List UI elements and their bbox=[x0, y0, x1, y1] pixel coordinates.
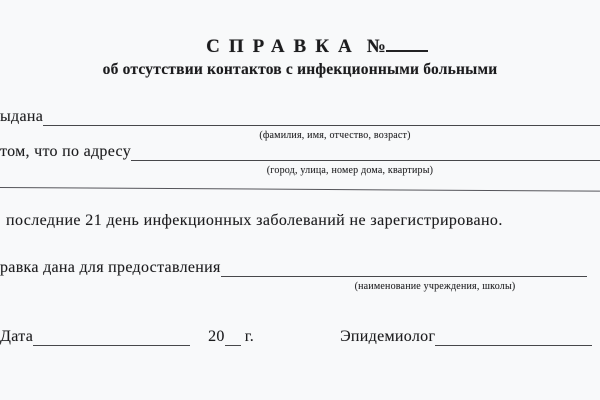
issued-to-blank bbox=[43, 124, 600, 126]
number-sign: № bbox=[366, 36, 386, 57]
statement-text: последние 21 день инфекционных заболеваний не зарегистрировано. bbox=[6, 212, 503, 229]
address-blank bbox=[131, 159, 600, 161]
date-row bbox=[0, 327, 592, 347]
document-title bbox=[0, 36, 600, 58]
address-row bbox=[0, 142, 600, 162]
issued-to-row bbox=[0, 107, 600, 127]
purpose-label: равка дана для предоставления bbox=[0, 259, 221, 276]
year-prefix: 20 bbox=[208, 328, 225, 345]
certificate-number-blank bbox=[386, 50, 428, 52]
address-continuation-line bbox=[0, 180, 600, 192]
year-blank bbox=[225, 344, 241, 346]
address-label: том, что по адресу bbox=[0, 143, 132, 160]
address-caption: (город, улица, номер дома, квартиры) bbox=[266, 165, 434, 176]
purpose-row bbox=[0, 258, 587, 278]
epidemiologist-blank bbox=[435, 344, 592, 346]
date-label: Дата bbox=[0, 328, 34, 345]
document-subtitle: об отсутствии контактов с инфекционными больными bbox=[102, 61, 498, 78]
year-suffix: г. bbox=[244, 328, 255, 345]
issued-to-label: ыдана bbox=[0, 108, 44, 125]
title-word: СПРАВКА bbox=[206, 36, 361, 57]
epidemiologist-label: Эпидемиолог bbox=[340, 328, 436, 345]
issued-to-caption: (фамилия, имя, отчество, возраст) bbox=[259, 130, 411, 141]
purpose-caption: (наименование учреждения, школы) bbox=[354, 281, 516, 292]
purpose-blank bbox=[221, 275, 587, 277]
date-blank bbox=[33, 344, 190, 346]
